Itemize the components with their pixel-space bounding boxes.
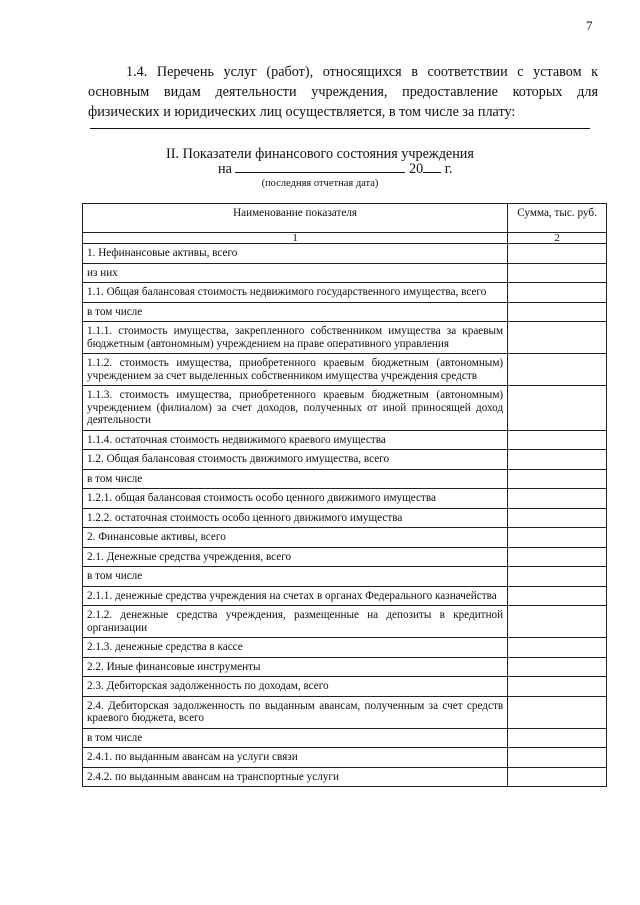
year-blank [423, 160, 441, 173]
indicator-name-cell: 1.1.1. стоимость имущества, закрепленного собственником имущества за краевым бюджетным (автономным) учреждением на праве оперативного управления [83, 322, 508, 354]
indicator-name-cell: в том числе [83, 302, 508, 322]
table-row [83, 244, 607, 264]
table-row [83, 696, 607, 728]
sum-cell[interactable] [508, 244, 607, 264]
sum-cell[interactable] [508, 469, 607, 489]
header-sum: Сумма, тыс. руб. [508, 204, 607, 233]
table-row [83, 450, 607, 470]
sum-cell[interactable] [508, 386, 607, 431]
sum-cell[interactable] [508, 450, 607, 470]
table-row [83, 606, 607, 638]
table-row [83, 354, 607, 386]
table-row [83, 430, 607, 450]
table-row [83, 748, 607, 768]
column-number-1: 1 [83, 233, 508, 244]
table-row [83, 263, 607, 283]
indicator-name-cell: 1.1.3. стоимость имущества, приобретенного краевым бюджетным (автономным) учреждением (филиалом) за счет доходов, полученных от иной приносящей доход деятельности [83, 386, 508, 431]
date-blank [235, 160, 405, 173]
fill-in-line [90, 128, 590, 129]
indicator-name-cell: 1.1. Общая балансовая стоимость недвижимого государственного имущества, всего [83, 283, 508, 303]
indicator-name-cell: 1.1.2. стоимость имущества, приобретенного краевым бюджетным (автономным) учреждением за счет выделенных собственником имущества учреждения средств [83, 354, 508, 386]
sum-cell[interactable] [508, 638, 607, 658]
table-row [83, 657, 607, 677]
table-row [83, 586, 607, 606]
table-row [83, 567, 607, 587]
sum-cell[interactable] [508, 586, 607, 606]
indicator-name-cell: 1.2.1. общая балансовая стоимость особо ценного движимого имущества [83, 489, 508, 509]
indicator-name-cell: 2.3. Дебиторская задолженность по доходам, всего [83, 677, 508, 697]
sum-cell[interactable] [508, 767, 607, 787]
indicator-name-cell: 1.1.4. остаточная стоимость недвижимого краевого имущества [83, 430, 508, 450]
header-indicator-name: Наименование показателя [83, 204, 508, 233]
sum-cell[interactable] [508, 728, 607, 748]
table-row [83, 547, 607, 567]
indicator-name-cell: 2.1.3. денежные средства в кассе [83, 638, 508, 658]
financial-indicators-table [82, 203, 607, 787]
table-row [83, 489, 607, 509]
sum-cell[interactable] [508, 430, 607, 450]
sum-cell[interactable] [508, 263, 607, 283]
page-number: 7 [586, 18, 593, 33]
indicator-name-cell: 2.1.1. денежные средства учреждения на счетах в органах Федерального казначейства [83, 586, 508, 606]
column-number-row [83, 233, 607, 244]
column-number-2: 2 [508, 233, 607, 244]
indicator-name-cell: 2.4.2. по выданным авансам на транспортные услуги [83, 767, 508, 787]
indicator-name-cell: в том числе [83, 728, 508, 748]
sum-cell[interactable] [508, 322, 607, 354]
sum-cell[interactable] [508, 489, 607, 509]
indicator-name-cell: 2.2. Иные финансовые инструменты [83, 657, 508, 677]
indicator-name-cell: 1.2.2. остаточная стоимость особо ценного движимого имущества [83, 508, 508, 528]
sum-cell[interactable] [508, 528, 607, 548]
indicator-name-cell: 2. Финансовые активы, всего [83, 528, 508, 548]
table-row [83, 386, 607, 431]
indicator-name-cell: 1.2. Общая балансовая стоимость движимого имущества, всего [83, 450, 508, 470]
table-row [83, 767, 607, 787]
indicator-name-cell: в том числе [83, 567, 508, 587]
sum-cell[interactable] [508, 748, 607, 768]
report-date-line [218, 160, 452, 178]
year-suffix: г. [444, 161, 453, 177]
section-title: II. Показатели финансового состояния учреждения [166, 146, 474, 162]
sum-cell[interactable] [508, 657, 607, 677]
indicator-name-cell: в том числе [83, 469, 508, 489]
indicator-name-cell: 1. Нефинансовые активы, всего [83, 244, 508, 264]
table-row [83, 728, 607, 748]
date-note: (последняя отчетная дата) [261, 178, 379, 189]
year-prefix: 20 [408, 161, 424, 177]
table-header-row [83, 204, 607, 233]
table-row [83, 302, 607, 322]
table-row [83, 283, 607, 303]
sum-cell[interactable] [508, 302, 607, 322]
on-label: на [218, 161, 232, 177]
sum-cell[interactable] [508, 606, 607, 638]
sum-cell[interactable] [508, 283, 607, 303]
indicator-name-cell: 2.1.2. денежные средства учреждения, размещенные на депозиты в кредитной организации [83, 606, 508, 638]
sum-cell[interactable] [508, 696, 607, 728]
sum-cell[interactable] [508, 547, 607, 567]
table-row [83, 638, 607, 658]
table-row [83, 469, 607, 489]
indicator-name-cell: 2.4. Дебиторская задолженность по выданным авансам, полученным за счет средств краевого бюджета, всего [83, 696, 508, 728]
table-row [83, 322, 607, 354]
indicator-name-cell: из них [83, 263, 508, 283]
table-row [83, 528, 607, 548]
indicator-name-cell: 2.1. Денежные средства учреждения, всего [83, 547, 508, 567]
table-row [83, 508, 607, 528]
indicator-name-cell: 2.4.1. по выданным авансам на услуги связи [83, 748, 508, 768]
sum-cell[interactable] [508, 567, 607, 587]
services-paragraph: 1.4. Перечень услуг (работ), относящихся в соответствии с уставом к основным видам деятельности учреждения, предоставление которых для физических и юридических лиц осуществляется, в том числе за плату: [88, 64, 598, 120]
table-row [83, 677, 607, 697]
sum-cell[interactable] [508, 508, 607, 528]
sum-cell[interactable] [508, 354, 607, 386]
sum-cell[interactable] [508, 677, 607, 697]
